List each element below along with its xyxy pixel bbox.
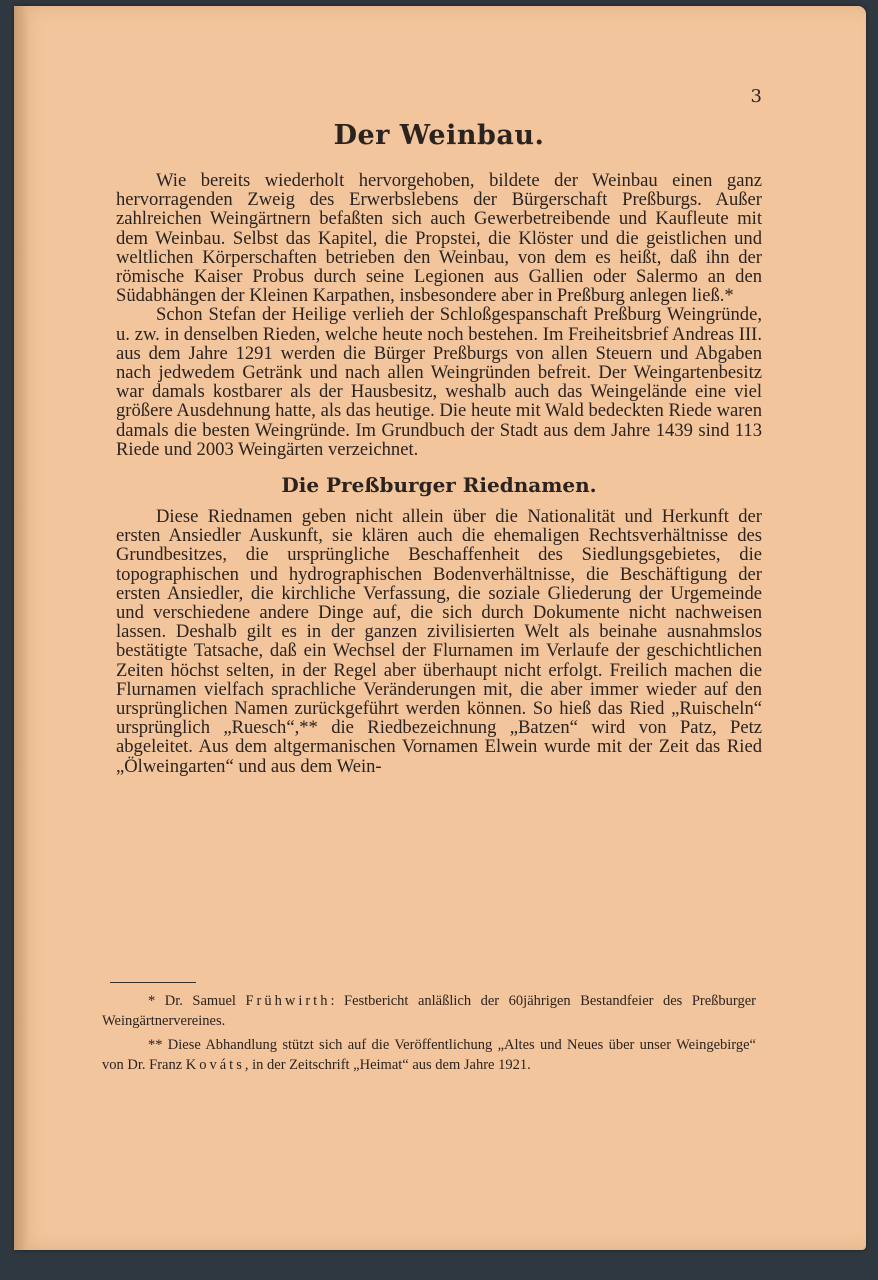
footnote-1 (102, 991, 756, 1031)
main-text (116, 120, 762, 776)
footnote-1-author: Frühwirth (245, 993, 331, 1009)
chapter-title: Der Weinbau. (333, 120, 545, 151)
footnotes (102, 982, 756, 1079)
footnote-2 (102, 1035, 756, 1075)
footnote-2-author: Kováts (185, 1057, 245, 1073)
footnote-2-suffix: , in der Zeitschrift „Heimat“ aus dem Jahre 1921. (244, 1057, 531, 1073)
footnote-2-prefix: ** Diese Abhandlung stützt sich auf die Veröffentlichung „Altes und Neues über unser Weingebirge“ von Dr. Franz (102, 1037, 756, 1073)
paragraph-1: Wie bereits wiederholt hervorgehoben, bildete der Weinbau einen ganz hervorragenden Zweig des Erwerbslebens der Bürgerschaft Preßburgs. Außer zahlreichen Weingärtnern befaßten sich auch Gewerbetreibende und Kaufleute mit dem Weinbau. Selbst das Kapitel, die Propstei, die Klöster und die geistlichen und weltlichen Körperschaften betrieben den Weinbau, von dem es heißt, daß ihn der römische Kaiser Probus durch seine Legionen aus Gallien oder Salermo an den Südabhängen der Kleinen Karpathen, insbesondere aber in Preßburg anlegen ließ.* (116, 170, 762, 307)
paragraph-3: Diese Riednamen geben nicht allein über die Nationalität und Herkunft der ersten Ansiedler Auskunft, sie klären auch die ehemaligen Rechtsverhältnisse des Grundbesitzes, die ursprüngliche Beschaffenheit des Siedlungsgebietes, die topographischen und hydrographischen Bodenverhältnisse, die Beschäftigung der ersten Ansiedler, die kirchliche Verfassung, die soziale Gliederung der Urgemeinde und verschiedene andere Dinge auf, die sich durch Dokumente nicht nachweisen lassen. Deshalb gilt es in der ganzen zivilisierten Welt als beinahe ausnahmslos bestätigte Tatsache, daß ein Wechsel der Flurnamen im Verlaufe der geschichtlichen Zeiten höchst selten, in der Regel aber überhaupt nicht erfolgt. Freilich machen die Flurnamen vielfach sprachliche Veränderungen mit, die aber immer wieder auf den ursprünglichen Namen zurückgeführt werden können. So hieß das Ried „Ruischeln“ ursprünglich „Ruesch“,** die Riedbezeichnung „Batzen“ wird von Patz, Petz abgeleitet. Aus dem altgermanischen Vornamen Elwein wurde mit der Zeit das Ried „Ölweingarten“ und aus dem Wein- (116, 506, 762, 777)
footnote-1-prefix: * Dr. Samuel (148, 993, 246, 1009)
page-binding-edge (14, 6, 28, 1250)
page-number: 3 (750, 86, 762, 107)
paragraph-2: Schon Stefan der Heilige verlieh der Schloßgespanschaft Preßburg Weingründe, u. zw. in denselben Rieden, welche heute noch bestehen. Im Freiheitsbrief Andreas III. aus dem Jahre 1291 werden die Bürger Preßburgs von allen Steuern und Abgaben nach jedwedem Getränk und nach allen Weingründen befreit. Der Weingartenbesitz war damals kostbarer als der Hausbesitz, weshalb auch das Weingelände eine viel größere Ausdehnung hatte, als das heutige. Die heute mit Wald bedeckten Riede waren damals die besten Weingründe. Im Grundbuch der Stadt aus dem Jahre 1439 sind 113 Riede und 2003 Weingärten verzeichnet. (116, 304, 762, 460)
footnote-1-suffix: : Festbericht anläßlich der 60jährigen Bestandfeier des Preßburger Weingärtnervereines. (102, 993, 756, 1029)
footnote-rule (110, 982, 196, 983)
section-subtitle: Die Preßburger Riednamen. (281, 473, 597, 498)
